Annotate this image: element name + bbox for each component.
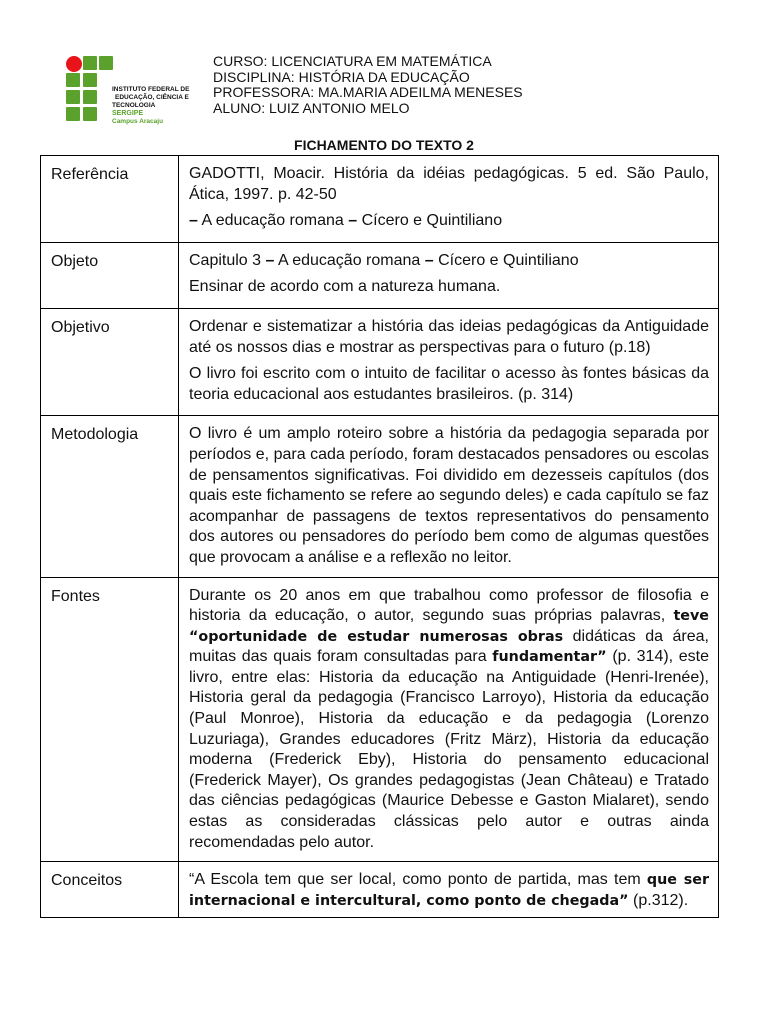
objeto-chapter bbox=[189, 251, 709, 272]
row-content bbox=[179, 416, 719, 577]
table-row-metodologia bbox=[41, 416, 719, 577]
row-content bbox=[179, 242, 719, 308]
course-header bbox=[213, 54, 523, 116]
metodologia-p1: O livro é um amplo roteiro sobre a história da pedagogia separada por períodos e, para cada período, foram destacados pensadores ou escolas de pensamentos significativas. Foi dividido em dezesseis capítulos (dos quais este fichamento se refere ao segundo deles) e cada capítulo se faz acompanhar de passagens de textos representativos do pensamento dos autores ou pensadores do período bem como de algumas questões que provocam a análise e a reflexão no leitor. bbox=[189, 425, 709, 566]
bold-quote: que ser internacional e intercultural, como ponto de chegada” bbox=[189, 872, 710, 909]
header-curso: CURSO: LICENCIATURA EM MATEMÁTICA bbox=[213, 53, 492, 69]
logo-square bbox=[66, 107, 80, 121]
dash: – bbox=[265, 251, 275, 269]
logo-square bbox=[83, 107, 97, 121]
row-content bbox=[179, 577, 719, 862]
row-content bbox=[179, 862, 719, 918]
table-row-fontes bbox=[41, 577, 719, 862]
fichamento-table bbox=[40, 155, 719, 918]
objetivo-p1: Ordenar e sistematizar a história das ideias pedagógicas da Antiguidade até os nossos dias e mostrar as perspectivas para o futuro (p.18) bbox=[189, 317, 709, 356]
logo-line-4: SERGIPE bbox=[112, 110, 144, 117]
text: A educação romana bbox=[197, 212, 349, 230]
referencia-citation: GADOTTI, Moacir. História da idéias pedagógicas. 5 ed. São Paulo, Ática, 1997. p. 42-50 bbox=[189, 165, 709, 203]
dash: – bbox=[424, 251, 434, 269]
logo-line-2: EDUCAÇÃO, CIÊNCIA E bbox=[115, 94, 189, 101]
text: “A Escola tem que ser local, como ponto de partida, mas tem bbox=[189, 871, 647, 889]
text: Cícero e Quintiliano bbox=[357, 212, 503, 230]
objetivo-p2: O livro foi escrito com o intuito de facilitar o acesso às fontes básicas da teoria educacional aos estudantes brasileiros. (p. 314) bbox=[189, 365, 709, 403]
dash: – bbox=[348, 212, 358, 230]
logo-mark bbox=[64, 54, 114, 128]
table-row-conceitos bbox=[41, 862, 719, 918]
bold-quote: fundamentar” bbox=[492, 649, 607, 666]
logo-text bbox=[112, 86, 189, 126]
logo-square bbox=[99, 56, 113, 70]
logo-line-3: TECNOLOGIA bbox=[112, 102, 156, 109]
logo-square bbox=[66, 73, 80, 87]
logo-red-circle bbox=[66, 56, 82, 72]
logo-line-5: Campus Aracaju bbox=[112, 118, 164, 125]
referencia-subtitle bbox=[189, 211, 709, 232]
header-professora: PROFESSORA: MA.MARIA ADEILMA MENESES bbox=[213, 84, 523, 100]
row-label: Conceitos bbox=[41, 862, 179, 918]
document-title: FICHAMENTO DO TEXTO 2 bbox=[294, 137, 474, 153]
bold-quote: teve “oportunidade de estudar numerosas obras bbox=[189, 608, 709, 645]
text: Cícero e Quintiliano bbox=[433, 251, 579, 269]
row-label: Objetivo bbox=[41, 308, 179, 415]
fontes-p1 bbox=[189, 586, 709, 854]
text: A educação romana bbox=[274, 251, 425, 269]
table-row-objetivo bbox=[41, 308, 719, 415]
row-label: Objeto bbox=[41, 242, 179, 308]
logo-square bbox=[66, 90, 80, 104]
objeto-description: Ensinar de acordo com a natureza humana. bbox=[189, 278, 501, 296]
header-aluno: ALUNO: LUIZ ANTONIO MELO bbox=[213, 99, 410, 116]
institute-logo bbox=[64, 54, 204, 138]
row-content bbox=[179, 156, 719, 243]
table-row-referencia bbox=[41, 156, 719, 243]
dash: – bbox=[189, 212, 198, 230]
row-content bbox=[179, 308, 719, 415]
logo-square bbox=[83, 90, 97, 104]
row-label: Fontes bbox=[41, 577, 179, 862]
logo-square bbox=[83, 73, 97, 87]
text: Capitulo 3 bbox=[189, 251, 266, 269]
text: (p.312). bbox=[628, 891, 689, 909]
text: (p. 314), este livro, entre elas: Historia da educação na Antiguidade (Henri-Irenée), Historia geral da pedagogia (Francisco Larroyo), Historia da educação (Paul Monroe), Historia da educação e da pedagogia (Lorenzo Luzuriaga), Grandes educadores (Fritz März), Historia da educação moderna (Frederick Eby), Historia do pensamento educacional (Frederick Mayer), Os grandes pedagogistas (Jean Château) e Tratado das ciências pedagógicas (Maurice Debesse e Gaston Mialaret), sendo estas as consideradas clássicas pelo autor e outras ainda recomendadas pelo autor. bbox=[189, 648, 709, 851]
logo-square bbox=[83, 56, 97, 70]
row-label: Referência bbox=[41, 156, 179, 243]
header-disciplina: DISCIPLINA: HISTÓRIA DA EDUCAÇÃO bbox=[213, 68, 470, 85]
text: didáticas da área, muitas das quais foram consultadas para bbox=[189, 627, 710, 666]
text: Durante os 20 anos em que trabalhou como professor de filosofia e historia da educação, o autor, segundo suas próprias palavras, bbox=[189, 586, 709, 625]
conceitos-p1 bbox=[189, 870, 709, 911]
row-label: Metodologia bbox=[41, 416, 179, 577]
table-row-objeto bbox=[41, 242, 719, 308]
logo-line-1: INSTITUTO FEDERAL DE bbox=[112, 86, 190, 93]
